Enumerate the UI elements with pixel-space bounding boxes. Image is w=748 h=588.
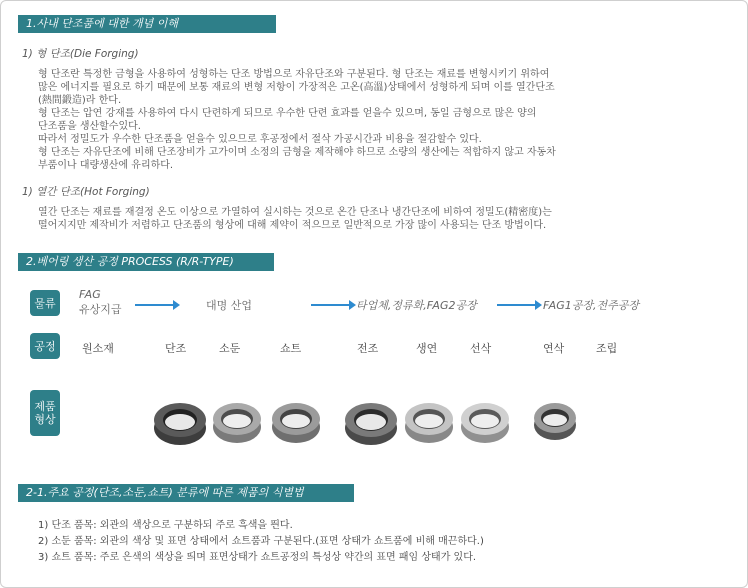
- step-rolling: 전조: [357, 342, 379, 355]
- row-label-process: 공정: [30, 333, 60, 359]
- hot-forging-heading: 1) 열간 단조(Hot Forging): [22, 186, 150, 198]
- step-annealing: 소둔: [219, 342, 241, 355]
- text-line: 형 단조란 특정한 금형을 사용하여 성형하는 단조 방법으로 자유단조와 구분된다. 형 단조는 재료를 변형시키기 위하여: [38, 69, 550, 80]
- ring-shot: [270, 398, 322, 446]
- ring-raw-ground: [403, 398, 455, 446]
- section2-title: 2.베어링 생산 공정 PROCESS (R/R-TYPE): [18, 253, 274, 271]
- text-line: 많은 에너지를 필요로 하기 때문에 보통 재료의 변형 저항이 가장적은 고온(高溫)상태에서 성형하게 되며 이를 열간단조: [38, 82, 555, 93]
- fag-supply-label: 유상지급: [79, 303, 122, 316]
- flow-arrow: [497, 304, 537, 306]
- identification-list: [38, 518, 484, 566]
- text-line: 부품이나 대량생산에 유리하다.: [38, 160, 174, 171]
- step-forging: 단조: [165, 342, 187, 355]
- ring-turned: [459, 398, 511, 446]
- list-item: 3) 쇼트 품목: 주로 은색의 색상을 띄며 표면상태가 쇼트공정의 특성상 약간의 표면 패임 상태가 있다.: [38, 552, 477, 563]
- step-raw-material: 원소재: [82, 342, 114, 355]
- text-line: 떨어지지만 제작비가 저렴하고 단조품의 형상에 대해 제약이 적으므로 일반적으로 가장 많이 사용되는 단조 방법이다.: [38, 220, 547, 231]
- step-grinding: 연삭: [543, 342, 565, 355]
- step-turning: 선삭: [470, 342, 492, 355]
- step-raw-grinding: 생연: [416, 342, 438, 355]
- list-item: 1) 단조 품목: 외관의 색상으로 구분하되 주로 흑색을 띈다.: [38, 520, 293, 531]
- text-line: 열간 단조는 재료를 재결정 온도 이상으로 가열하여 실시하는 것으로 온간 단조나 냉간단조에 비하여 정밀도(精密度)는: [38, 207, 552, 218]
- ring-ground: [532, 398, 578, 444]
- ring-annealed: [211, 398, 263, 446]
- text-line: 형 단조는 압연 강재를 사용하여 다시 단련하게 되므로 우수한 단련 효과를 얻을수 있으며, 동일 금형으로 많은 양의: [38, 108, 537, 119]
- step-assembly: 조립: [596, 342, 618, 355]
- list-item: 2) 소둔 품목: 외관의 색상 및 표면 상태에서 쇼트품과 구분된다.(표면 상태가 쇼트품에 비해 매끈하다.): [38, 536, 484, 547]
- die-forging-heading: 1) 형 단조(Die Forging): [22, 48, 139, 60]
- die-forging-text: [38, 68, 688, 172]
- ring-forged: [152, 398, 208, 448]
- ring-rolled: [343, 398, 399, 448]
- text-line: 형 단조는 자유단조에 비해 단조장비가 고가이며 소정의 금형을 제작해야 하므로 소량의 생산에는 적합하지 않고 자동차: [38, 147, 556, 158]
- row-label-logistics: 물류: [30, 290, 60, 316]
- fag-label: FAG: [79, 288, 101, 301]
- section1-title: 1.사내 단조품에 대한 개념 이해: [18, 15, 276, 33]
- daemyung-label: 대명 산업: [206, 299, 253, 312]
- row-label-product: 제품 형상: [30, 390, 60, 436]
- text-line: (熱間鍛造)라 한다.: [38, 95, 122, 106]
- section3-title: 2-1.주요 공정(단조,소둔,쇼트) 분류에 따른 제품의 식별법: [18, 484, 354, 502]
- hot-forging-text: [38, 206, 688, 232]
- final-plant-label: FAG1공장,전주공장: [543, 299, 639, 312]
- flow-arrow: [311, 304, 351, 306]
- subcontract-label: 타업체,정류화,FAG2공장: [356, 299, 477, 312]
- text-line: 단조품을 생산할수있다.: [38, 121, 141, 132]
- flow-arrow: [135, 304, 175, 306]
- text-line: 따라서 정밀도가 우수한 단조품을 얻을수 있으므로 후공정에서 절삭 가공시간과 비용을 절감할수 있다.: [38, 134, 482, 145]
- step-shot: 쇼트: [280, 342, 302, 355]
